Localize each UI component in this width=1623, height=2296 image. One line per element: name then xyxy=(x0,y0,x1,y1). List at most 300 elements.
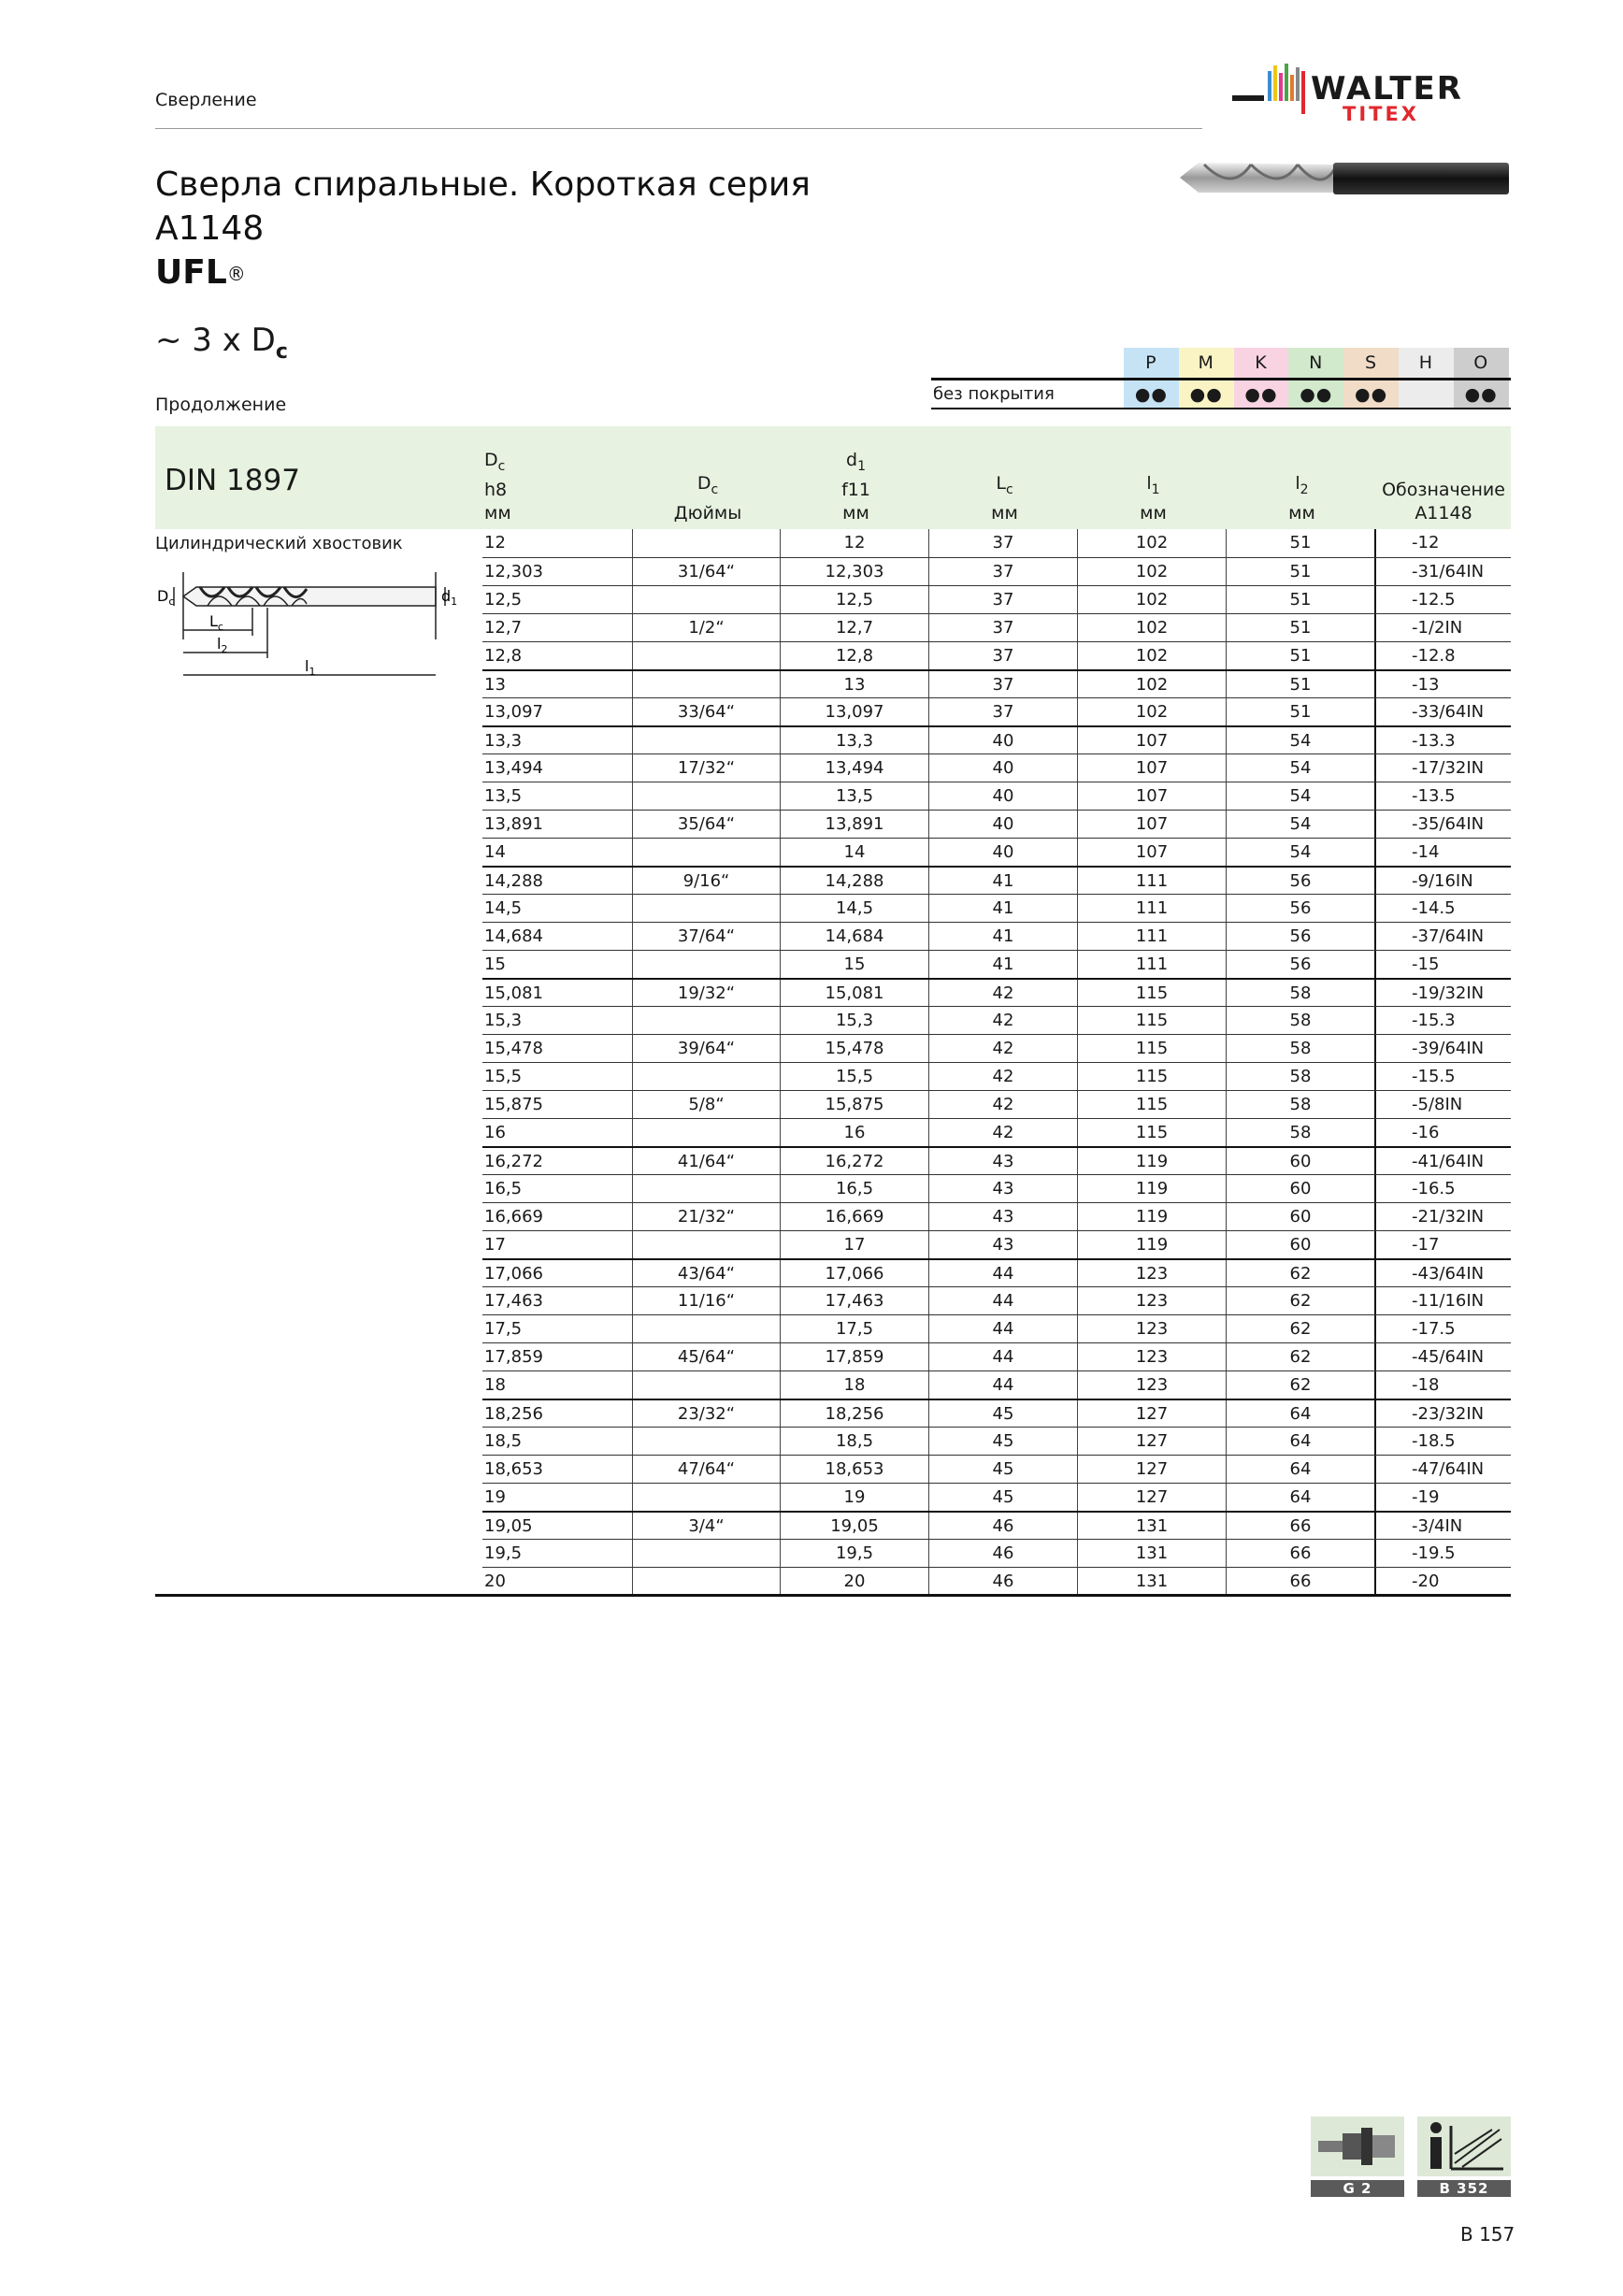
cell-d1: 18,5 xyxy=(780,1428,928,1455)
cell-d1: 14 xyxy=(780,839,928,866)
reference-b352-caption: B 352 xyxy=(1417,2180,1511,2197)
table-row xyxy=(482,950,1511,978)
cell-lc: 44 xyxy=(928,1287,1077,1314)
cell-designation: -17.5 xyxy=(1374,1315,1511,1342)
cell-dc-mm: 15 xyxy=(484,954,506,974)
material-header-row xyxy=(931,348,1511,378)
cell-dc-mm: 16,272 xyxy=(484,1152,543,1171)
cell-dc-mm: 18,256 xyxy=(484,1404,543,1424)
suitability-n: ●● xyxy=(1288,380,1343,408)
product-title xyxy=(155,163,811,294)
cell-d1: 14,5 xyxy=(780,895,928,922)
cell-l2: 64 xyxy=(1226,1400,1374,1427)
drill-dimension-diagram xyxy=(155,570,464,710)
cell-dc-inch xyxy=(632,1371,780,1399)
cell-dc-inch xyxy=(632,586,780,613)
cell-l2: 58 xyxy=(1226,1119,1374,1146)
cell-dc-mm: 20 xyxy=(484,1571,506,1591)
cell-l2: 64 xyxy=(1226,1428,1374,1455)
cell-dc-inch: 39/64“ xyxy=(632,1035,780,1062)
material-group-k: K xyxy=(1234,348,1289,378)
cell-d1: 13,097 xyxy=(780,698,928,725)
logo-wordmark: WALTER xyxy=(1311,70,1463,108)
cell-dc-mm: 19,05 xyxy=(484,1516,533,1536)
cell-designation: -45/64IN xyxy=(1374,1343,1511,1370)
material-coating-row xyxy=(931,378,1511,409)
suitability-k: ●● xyxy=(1234,380,1289,408)
cell-lc: 41 xyxy=(928,895,1077,922)
cell-dc-inch: 43/64“ xyxy=(632,1260,780,1286)
table-row xyxy=(482,1539,1511,1567)
cell-d1: 16,669 xyxy=(780,1203,928,1230)
col-header-l2: $l_2$ мм xyxy=(1288,473,1315,524)
cell-l2: 54 xyxy=(1226,811,1374,838)
suitability-p: ●● xyxy=(1124,380,1179,408)
cell-dc-inch: 21/32“ xyxy=(632,1203,780,1230)
cell-dc-mm: 15,478 xyxy=(484,1039,543,1058)
cell-dc-inch: 5/8“ xyxy=(632,1091,780,1118)
cell-l2: 51 xyxy=(1226,529,1374,557)
drill-product-image xyxy=(1176,155,1513,202)
table-row xyxy=(482,782,1511,810)
cell-l2: 62 xyxy=(1226,1343,1374,1370)
cell-designation: -41/64IN xyxy=(1374,1148,1511,1174)
table-row xyxy=(482,1483,1511,1511)
cell-l1: 123 xyxy=(1077,1371,1226,1399)
cell-lc: 43 xyxy=(928,1175,1077,1202)
table-row xyxy=(482,1511,1511,1539)
cell-l1: 111 xyxy=(1077,868,1226,894)
cell-dc-inch: 19/32“ xyxy=(632,980,780,1006)
cell-l2: 51 xyxy=(1226,614,1374,641)
cell-dc-mm: 18,653 xyxy=(484,1459,543,1479)
cell-l2: 66 xyxy=(1226,1540,1374,1567)
table-row xyxy=(482,1567,1511,1595)
cell-designation: -12.5 xyxy=(1374,586,1511,613)
cell-l1: 102 xyxy=(1077,671,1226,697)
cell-lc: 37 xyxy=(928,698,1077,725)
cell-lc: 42 xyxy=(928,1119,1077,1146)
table-row xyxy=(482,1034,1511,1062)
cell-l1: 111 xyxy=(1077,923,1226,950)
cell-d1: 13,5 xyxy=(780,782,928,810)
table-row xyxy=(482,866,1511,894)
cell-designation: -16 xyxy=(1374,1119,1511,1146)
cell-designation: -23/32IN xyxy=(1374,1400,1511,1427)
cell-d1: 20 xyxy=(780,1568,928,1595)
cell-dc-mm: 17,859 xyxy=(484,1347,543,1367)
cell-d1: 13,891 xyxy=(780,811,928,838)
cell-l1: 115 xyxy=(1077,980,1226,1006)
cell-dc-inch xyxy=(632,895,780,922)
cell-dc-mm: 17 xyxy=(484,1235,506,1255)
title-line-2: A1148 xyxy=(155,209,265,248)
cell-l2: 60 xyxy=(1226,1203,1374,1230)
cell-designation: -20 xyxy=(1374,1568,1511,1595)
cell-l2: 51 xyxy=(1226,642,1374,669)
cell-lc: 40 xyxy=(928,839,1077,866)
table-row xyxy=(482,1427,1511,1455)
cell-dc-mm: 16,5 xyxy=(484,1179,523,1198)
cell-l2: 56 xyxy=(1226,895,1374,922)
cell-designation: -17 xyxy=(1374,1231,1511,1258)
cell-lc: 40 xyxy=(928,811,1077,838)
cell-d1: 17,066 xyxy=(780,1260,928,1286)
cell-l1: 123 xyxy=(1077,1260,1226,1286)
table-row xyxy=(482,1399,1511,1427)
cell-dc-inch xyxy=(632,727,780,753)
cell-dc-mm: 13,3 xyxy=(484,731,523,751)
cell-d1: 18,653 xyxy=(780,1456,928,1483)
cell-d1: 14,684 xyxy=(780,923,928,950)
cell-lc: 37 xyxy=(928,671,1077,697)
table-row xyxy=(482,753,1511,782)
cell-dc-mm: 16,669 xyxy=(484,1207,543,1227)
registered-mark: ® xyxy=(226,263,246,285)
tool-holder-icon xyxy=(1311,2117,1404,2176)
cell-l2: 64 xyxy=(1226,1484,1374,1511)
cell-lc: 42 xyxy=(928,1091,1077,1118)
cell-lc: 42 xyxy=(928,1035,1077,1062)
cell-l1: 111 xyxy=(1077,895,1226,922)
cell-lc: 41 xyxy=(928,951,1077,978)
coating-label: без покрытия xyxy=(933,384,1055,404)
cell-dc-inch xyxy=(632,1231,780,1258)
cell-l2: 60 xyxy=(1226,1231,1374,1258)
cell-l1: 102 xyxy=(1077,558,1226,585)
cell-d1: 17,859 xyxy=(780,1343,928,1370)
cell-dc-inch: 33/64“ xyxy=(632,698,780,725)
cell-l2: 66 xyxy=(1226,1513,1374,1539)
cell-lc: 41 xyxy=(928,868,1077,894)
cell-dc-inch: 1/2“ xyxy=(632,614,780,641)
walter-logo xyxy=(1232,62,1513,136)
table-row xyxy=(482,1062,1511,1090)
material-group-s: S xyxy=(1343,348,1399,378)
cell-l2: 62 xyxy=(1226,1315,1374,1342)
cell-l1: 115 xyxy=(1077,1063,1226,1090)
cell-l2: 58 xyxy=(1226,1091,1374,1118)
cell-l2: 64 xyxy=(1226,1456,1374,1483)
cell-l2: 60 xyxy=(1226,1148,1374,1174)
cell-dc-inch xyxy=(632,671,780,697)
page-number: B 157 xyxy=(1460,2223,1515,2246)
cell-lc: 37 xyxy=(928,586,1077,613)
cell-dc-inch xyxy=(632,1540,780,1567)
cell-dc-mm: 14,288 xyxy=(484,871,543,891)
cell-lc: 44 xyxy=(928,1315,1077,1342)
cell-lc: 37 xyxy=(928,529,1077,557)
cell-dc-inch xyxy=(632,1119,780,1146)
cell-dc-inch: 23/32“ xyxy=(632,1400,780,1427)
cell-lc: 45 xyxy=(928,1428,1077,1455)
ratio-subscript: c xyxy=(275,339,288,364)
cell-l2: 54 xyxy=(1226,727,1374,753)
cell-lc: 46 xyxy=(928,1568,1077,1595)
material-group-o: O xyxy=(1454,348,1509,378)
cell-d1: 16,272 xyxy=(780,1148,928,1174)
cell-dc-inch xyxy=(632,1007,780,1034)
table-row xyxy=(482,1342,1511,1370)
material-group-p: P xyxy=(1124,348,1179,378)
cell-l1: 119 xyxy=(1077,1148,1226,1174)
table-row xyxy=(482,1258,1511,1286)
cell-d1: 12 xyxy=(780,529,928,557)
cell-dc-inch xyxy=(632,839,780,866)
cell-l2: 62 xyxy=(1226,1287,1374,1314)
cell-dc-mm: 12,7 xyxy=(484,618,523,638)
cell-d1: 15,081 xyxy=(780,980,928,1006)
cell-designation: -15.3 xyxy=(1374,1007,1511,1034)
cell-l2: 51 xyxy=(1226,586,1374,613)
cell-lc: 44 xyxy=(928,1260,1077,1286)
cell-dc-mm: 15,081 xyxy=(484,983,543,1003)
cell-l1: 107 xyxy=(1077,811,1226,838)
cell-l1: 102 xyxy=(1077,642,1226,669)
cell-d1: 15,3 xyxy=(780,1007,928,1034)
cell-dc-mm: 19 xyxy=(484,1487,506,1507)
cell-dc-mm: 15,3 xyxy=(484,1011,523,1030)
cell-l1: 107 xyxy=(1077,727,1226,753)
cell-d1: 15,478 xyxy=(780,1035,928,1062)
cell-lc: 40 xyxy=(928,782,1077,810)
cell-l1: 127 xyxy=(1077,1484,1226,1511)
table-row xyxy=(482,810,1511,838)
cell-d1: 16 xyxy=(780,1119,928,1146)
table-row xyxy=(482,1230,1511,1258)
cell-l1: 131 xyxy=(1077,1568,1226,1595)
cell-l2: 54 xyxy=(1226,839,1374,866)
cell-dc-mm: 15,5 xyxy=(484,1067,523,1086)
cell-l1: 115 xyxy=(1077,1091,1226,1118)
cell-dc-mm: 19,5 xyxy=(484,1543,523,1563)
cell-designation: -19/32IN xyxy=(1374,980,1511,1006)
table-row xyxy=(482,1455,1511,1483)
suitability-s: ●● xyxy=(1343,380,1399,408)
cell-dc-mm: 17,066 xyxy=(484,1264,543,1284)
cell-l1: 119 xyxy=(1077,1231,1226,1258)
cell-dc-inch: 35/64“ xyxy=(632,811,780,838)
title-brand: UFL xyxy=(155,253,227,292)
cell-designation: -12 xyxy=(1374,529,1511,557)
cell-dc-inch: 17/32“ xyxy=(632,754,780,782)
cell-d1: 15 xyxy=(780,951,928,978)
cell-l2: 51 xyxy=(1226,671,1374,697)
cell-designation: -19 xyxy=(1374,1484,1511,1511)
cell-l1: 107 xyxy=(1077,754,1226,782)
cell-l1: 127 xyxy=(1077,1456,1226,1483)
material-grid xyxy=(931,348,1511,409)
label-lc: $L_c$ xyxy=(209,612,223,633)
cell-d1: 17,463 xyxy=(780,1287,928,1314)
cell-l1: 131 xyxy=(1077,1540,1226,1567)
label-dc: $D_c$ xyxy=(157,587,175,608)
cell-designation: -18 xyxy=(1374,1371,1511,1399)
table-row xyxy=(482,838,1511,866)
cell-lc: 45 xyxy=(928,1456,1077,1483)
cell-l1: 115 xyxy=(1077,1119,1226,1146)
table-row xyxy=(482,725,1511,753)
header-divider xyxy=(155,128,1202,129)
label-d1: $d_1$ xyxy=(441,587,458,608)
cell-l1: 102 xyxy=(1077,586,1226,613)
cell-lc: 41 xyxy=(928,923,1077,950)
table-row xyxy=(482,1202,1511,1230)
cell-l2: 62 xyxy=(1226,1260,1374,1286)
cell-l2: 51 xyxy=(1226,558,1374,585)
cell-dc-inch: 41/64“ xyxy=(632,1148,780,1174)
cell-designation: -17/32IN xyxy=(1374,754,1511,782)
cell-dc-mm: 13,891 xyxy=(484,814,543,834)
material-group-n: N xyxy=(1288,348,1343,378)
cell-designation: -5/8IN xyxy=(1374,1091,1511,1118)
cell-dc-inch xyxy=(632,1428,780,1455)
cell-designation: -19.5 xyxy=(1374,1540,1511,1567)
col-header-lc: $L_c$ мм xyxy=(991,473,1018,524)
col-header-dc-mm: $D_c$ h8 мм xyxy=(484,450,511,524)
din-standard: DIN 1897 xyxy=(165,464,300,497)
cell-lc: 42 xyxy=(928,980,1077,1006)
cell-dc-mm: 13,494 xyxy=(484,758,543,778)
cell-dc-mm: 12,5 xyxy=(484,590,523,610)
col-header-d1: $d_1$ f11 мм xyxy=(841,450,870,524)
cell-designation: -14.5 xyxy=(1374,895,1511,922)
suitability-m: ●● xyxy=(1179,380,1234,408)
table-row xyxy=(482,1314,1511,1342)
cell-designation: -14 xyxy=(1374,839,1511,866)
cell-lc: 37 xyxy=(928,558,1077,585)
suitability-h xyxy=(1399,380,1454,408)
col-header-dc-inch: $D_c$ Дюймы xyxy=(673,473,742,524)
cell-lc: 45 xyxy=(928,1484,1077,1511)
cell-designation: -21/32IN xyxy=(1374,1203,1511,1230)
cell-designation: -13.3 xyxy=(1374,727,1511,753)
cell-designation: -13.5 xyxy=(1374,782,1511,810)
label-l2: $l_2$ xyxy=(217,635,228,655)
cell-l1: 119 xyxy=(1077,1203,1226,1230)
cell-d1: 19,5 xyxy=(780,1540,928,1567)
continuation-label: Продолжение xyxy=(155,395,287,415)
table-row xyxy=(482,1370,1511,1399)
table-row xyxy=(482,669,1511,697)
cell-d1: 17 xyxy=(780,1231,928,1258)
cell-d1: 15,875 xyxy=(780,1091,928,1118)
cell-d1: 16,5 xyxy=(780,1175,928,1202)
cell-lc: 45 xyxy=(928,1400,1077,1427)
cell-dc-mm: 12,303 xyxy=(484,562,543,581)
table-row xyxy=(482,1090,1511,1118)
dimensions-table xyxy=(482,529,1511,1595)
cell-l1: 107 xyxy=(1077,782,1226,810)
cell-designation: -39/64IN xyxy=(1374,1035,1511,1062)
cell-lc: 43 xyxy=(928,1148,1077,1174)
cell-designation: -33/64IN xyxy=(1374,698,1511,725)
cell-dc-inch: 11/16“ xyxy=(632,1287,780,1314)
cell-d1: 13,494 xyxy=(780,754,928,782)
section-label: Сверление xyxy=(155,90,257,110)
cell-designation: -16.5 xyxy=(1374,1175,1511,1202)
table-row xyxy=(482,613,1511,641)
material-group-h: H xyxy=(1399,348,1454,378)
table-row xyxy=(482,641,1511,669)
table-row xyxy=(482,557,1511,585)
cell-dc-inch: 31/64“ xyxy=(632,558,780,585)
reference-b352[interactable] xyxy=(1417,2117,1511,2197)
cell-l1: 111 xyxy=(1077,951,1226,978)
cell-lc: 40 xyxy=(928,754,1077,782)
cell-designation: -1/2IN xyxy=(1374,614,1511,641)
cell-lc: 43 xyxy=(928,1231,1077,1258)
cell-dc-mm: 17,463 xyxy=(484,1291,543,1311)
cell-l2: 58 xyxy=(1226,1035,1374,1062)
cell-d1: 12,7 xyxy=(780,614,928,641)
cell-dc-inch: 47/64“ xyxy=(632,1456,780,1483)
cell-dc-mm: 14 xyxy=(484,842,506,862)
cell-l2: 56 xyxy=(1226,951,1374,978)
cell-d1: 13,3 xyxy=(780,727,928,753)
info-chart-icon xyxy=(1417,2117,1511,2176)
logo-subbrand: TITEX xyxy=(1343,103,1419,125)
title-line-1: Сверла спиральные. Короткая серия xyxy=(155,165,811,204)
table-row xyxy=(482,978,1511,1006)
cell-dc-inch: 3/4“ xyxy=(632,1513,780,1539)
cell-lc: 37 xyxy=(928,642,1077,669)
reference-g2[interactable] xyxy=(1311,2117,1404,2197)
cell-dc-mm: 14,5 xyxy=(484,898,523,918)
cell-dc-inch xyxy=(632,642,780,669)
cell-d1: 12,303 xyxy=(780,558,928,585)
cell-l2: 54 xyxy=(1226,782,1374,810)
cell-l2: 56 xyxy=(1226,868,1374,894)
table-row xyxy=(482,922,1511,950)
cell-l1: 102 xyxy=(1077,529,1226,557)
cell-designation: -11/16IN xyxy=(1374,1287,1511,1314)
reference-g2-caption: G 2 xyxy=(1311,2180,1404,2197)
table-row xyxy=(482,1006,1511,1034)
cell-dc-mm: 15,875 xyxy=(484,1095,543,1114)
cell-l1: 123 xyxy=(1077,1287,1226,1314)
suitability-o: ●● xyxy=(1454,380,1509,408)
cell-dc-inch: 37/64“ xyxy=(632,923,780,950)
cell-designation: -13 xyxy=(1374,671,1511,697)
cell-dc-mm: 18 xyxy=(484,1375,506,1395)
cell-l1: 115 xyxy=(1077,1007,1226,1034)
cell-l1: 123 xyxy=(1077,1343,1226,1370)
cell-d1: 12,8 xyxy=(780,642,928,669)
cell-dc-mm: 13,5 xyxy=(484,786,523,806)
cell-d1: 19,05 xyxy=(780,1513,928,1539)
cell-dc-inch xyxy=(632,782,780,810)
cell-dc-inch xyxy=(632,1175,780,1202)
cell-d1: 15,5 xyxy=(780,1063,928,1090)
cell-designation: -43/64IN xyxy=(1374,1260,1511,1286)
cell-dc-inch xyxy=(632,1063,780,1090)
cell-l1: 123 xyxy=(1077,1315,1226,1342)
cell-dc-mm: 12,8 xyxy=(484,646,523,666)
cell-l1: 127 xyxy=(1077,1400,1226,1427)
cell-l1: 131 xyxy=(1077,1513,1226,1539)
cell-l1: 102 xyxy=(1077,614,1226,641)
ratio-text: ~ 3 x D xyxy=(155,322,276,359)
shank-type-label: Цилиндрический хвостовик xyxy=(155,534,403,553)
col-header-l1: $l_1$ мм xyxy=(1140,473,1167,524)
cell-d1: 18,256 xyxy=(780,1400,928,1427)
cell-l2: 56 xyxy=(1226,923,1374,950)
cell-lc: 40 xyxy=(928,727,1077,753)
cell-l2: 62 xyxy=(1226,1371,1374,1399)
cell-designation: -18.5 xyxy=(1374,1428,1511,1455)
cell-lc: 43 xyxy=(928,1203,1077,1230)
